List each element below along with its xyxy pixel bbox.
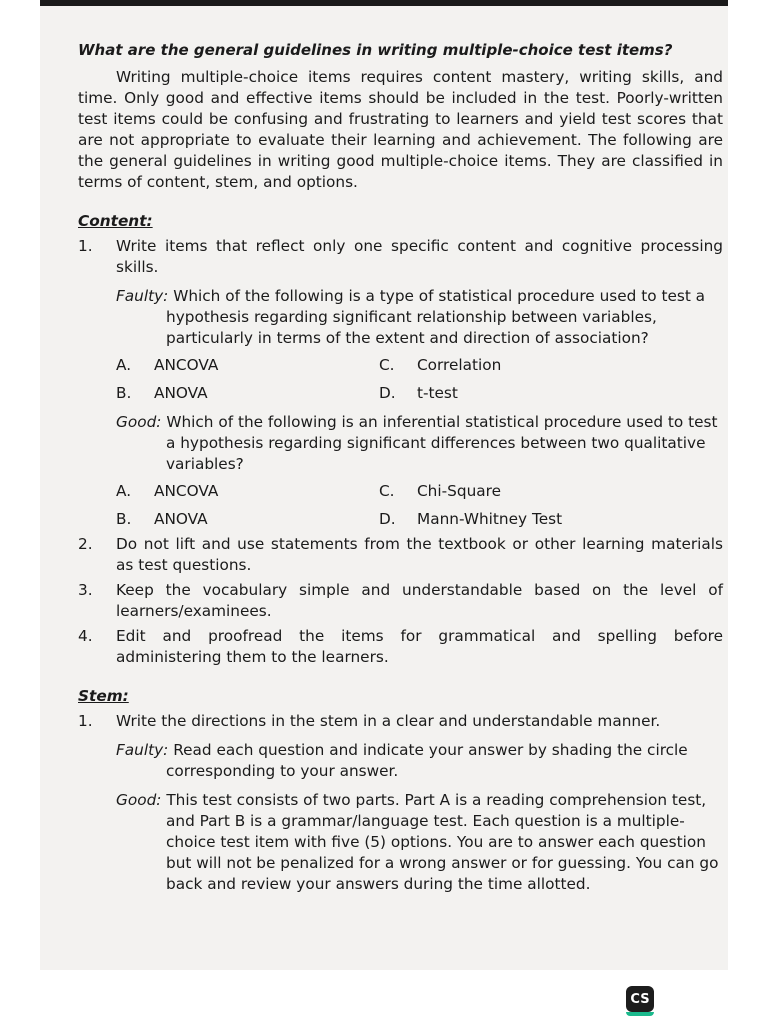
content-guideline-1 bbox=[78, 236, 723, 278]
faulty-question: Which of the following is a type of statistical procedure used to test a hypothesis regarding significant relationship between variables, particularly in terms of the extent and direction of association? bbox=[166, 287, 706, 347]
good-example bbox=[116, 412, 723, 475]
guideline-text: Keep the vocabulary simple and understandable based on the level of learners/examinees. bbox=[116, 581, 723, 620]
content-section-title: Content: bbox=[78, 212, 153, 230]
guideline-text: Edit and proofread the items for grammatical and spelling before administering them to the learners. bbox=[116, 627, 723, 666]
good-options bbox=[116, 481, 723, 530]
option-letter: A. bbox=[116, 482, 132, 500]
guideline-text: Do not lift and use statements from the textbook or other learning materials as test questions. bbox=[116, 535, 723, 574]
faulty-label: Faulty: bbox=[116, 287, 169, 305]
guideline-number: 4. bbox=[78, 627, 93, 645]
option-text: Chi-Square bbox=[417, 482, 501, 500]
option-item bbox=[379, 355, 723, 376]
document-heading: What are the general guidelines in writing multiple-choice test items? bbox=[78, 41, 673, 59]
faulty-directions: Read each question and indicate your answer by shading the circle corresponding to your answer. bbox=[166, 741, 688, 780]
stem-section-title: Stem: bbox=[78, 687, 129, 705]
option-text: Correlation bbox=[417, 356, 502, 374]
content-guideline-2 bbox=[78, 534, 723, 576]
guideline-text: Write items that reflect only one specific content and cognitive processing skills. bbox=[116, 237, 723, 276]
guideline-number: 1. bbox=[78, 237, 93, 255]
good-label: Good: bbox=[116, 413, 162, 431]
document-content bbox=[78, 40, 723, 895]
option-item bbox=[116, 509, 379, 530]
option-text: Mann-Whitney Test bbox=[417, 510, 563, 528]
option-text: ANOVA bbox=[154, 384, 208, 402]
faulty-label: Faulty: bbox=[116, 741, 169, 759]
good-label: Good: bbox=[116, 791, 162, 809]
option-text: t-test bbox=[417, 384, 458, 402]
option-text: ANCOVA bbox=[154, 482, 219, 500]
camscanner-logo-icon: CS bbox=[626, 986, 654, 1012]
option-letter: C. bbox=[379, 482, 395, 500]
stem-faulty-example bbox=[116, 740, 723, 782]
guideline-number: 1. bbox=[78, 712, 93, 730]
content-guideline-3 bbox=[78, 580, 723, 622]
good-directions: This test consists of two parts. Part A is a reading comprehension test, and Part B is a grammar/language test. Each question is a multiple-choice test item with five (5) options. You are to answer each question but will not be penalized for a wrong answer or for guessing. You can go back and review your answers during the time allotted. bbox=[166, 791, 719, 893]
guideline-number: 2. bbox=[78, 535, 93, 553]
guideline-number: 3. bbox=[78, 581, 93, 599]
option-letter: D. bbox=[379, 384, 396, 402]
option-item bbox=[379, 509, 723, 530]
option-text: ANOVA bbox=[154, 510, 208, 528]
option-letter: B. bbox=[116, 510, 132, 528]
page-top-edge bbox=[40, 0, 728, 6]
option-item bbox=[116, 383, 379, 404]
faulty-example bbox=[116, 286, 723, 349]
stem-good-example bbox=[116, 790, 723, 895]
option-text: ANCOVA bbox=[154, 356, 219, 374]
guideline-text: Write the directions in the stem in a clear and understandable manner. bbox=[116, 712, 661, 730]
option-letter: A. bbox=[116, 356, 132, 374]
faulty-options bbox=[116, 355, 723, 404]
option-letter: C. bbox=[379, 356, 395, 374]
option-item bbox=[379, 383, 723, 404]
option-letter: B. bbox=[116, 384, 132, 402]
option-item bbox=[116, 481, 379, 502]
good-question: Which of the following is an inferential statistical procedure used to test a hypothesis regarding significant differences between two qualitative variables? bbox=[166, 413, 718, 473]
option-item bbox=[116, 355, 379, 376]
stem-guideline-1 bbox=[78, 711, 723, 732]
intro-paragraph: Writing multiple-choice items requires content mastery, writing skills, and time. Only good and effective items should be included in the test. Poorly-written test items could be confusing and frustrating to learners and yield test scores that are not appropriate to evaluate their learning and achievement. The following are the general guidelines in writing good multiple-choice items. They are classified in terms of content, stem, and options. bbox=[78, 68, 723, 191]
option-item bbox=[379, 481, 723, 502]
option-letter: D. bbox=[379, 510, 396, 528]
content-guideline-4 bbox=[78, 626, 723, 668]
